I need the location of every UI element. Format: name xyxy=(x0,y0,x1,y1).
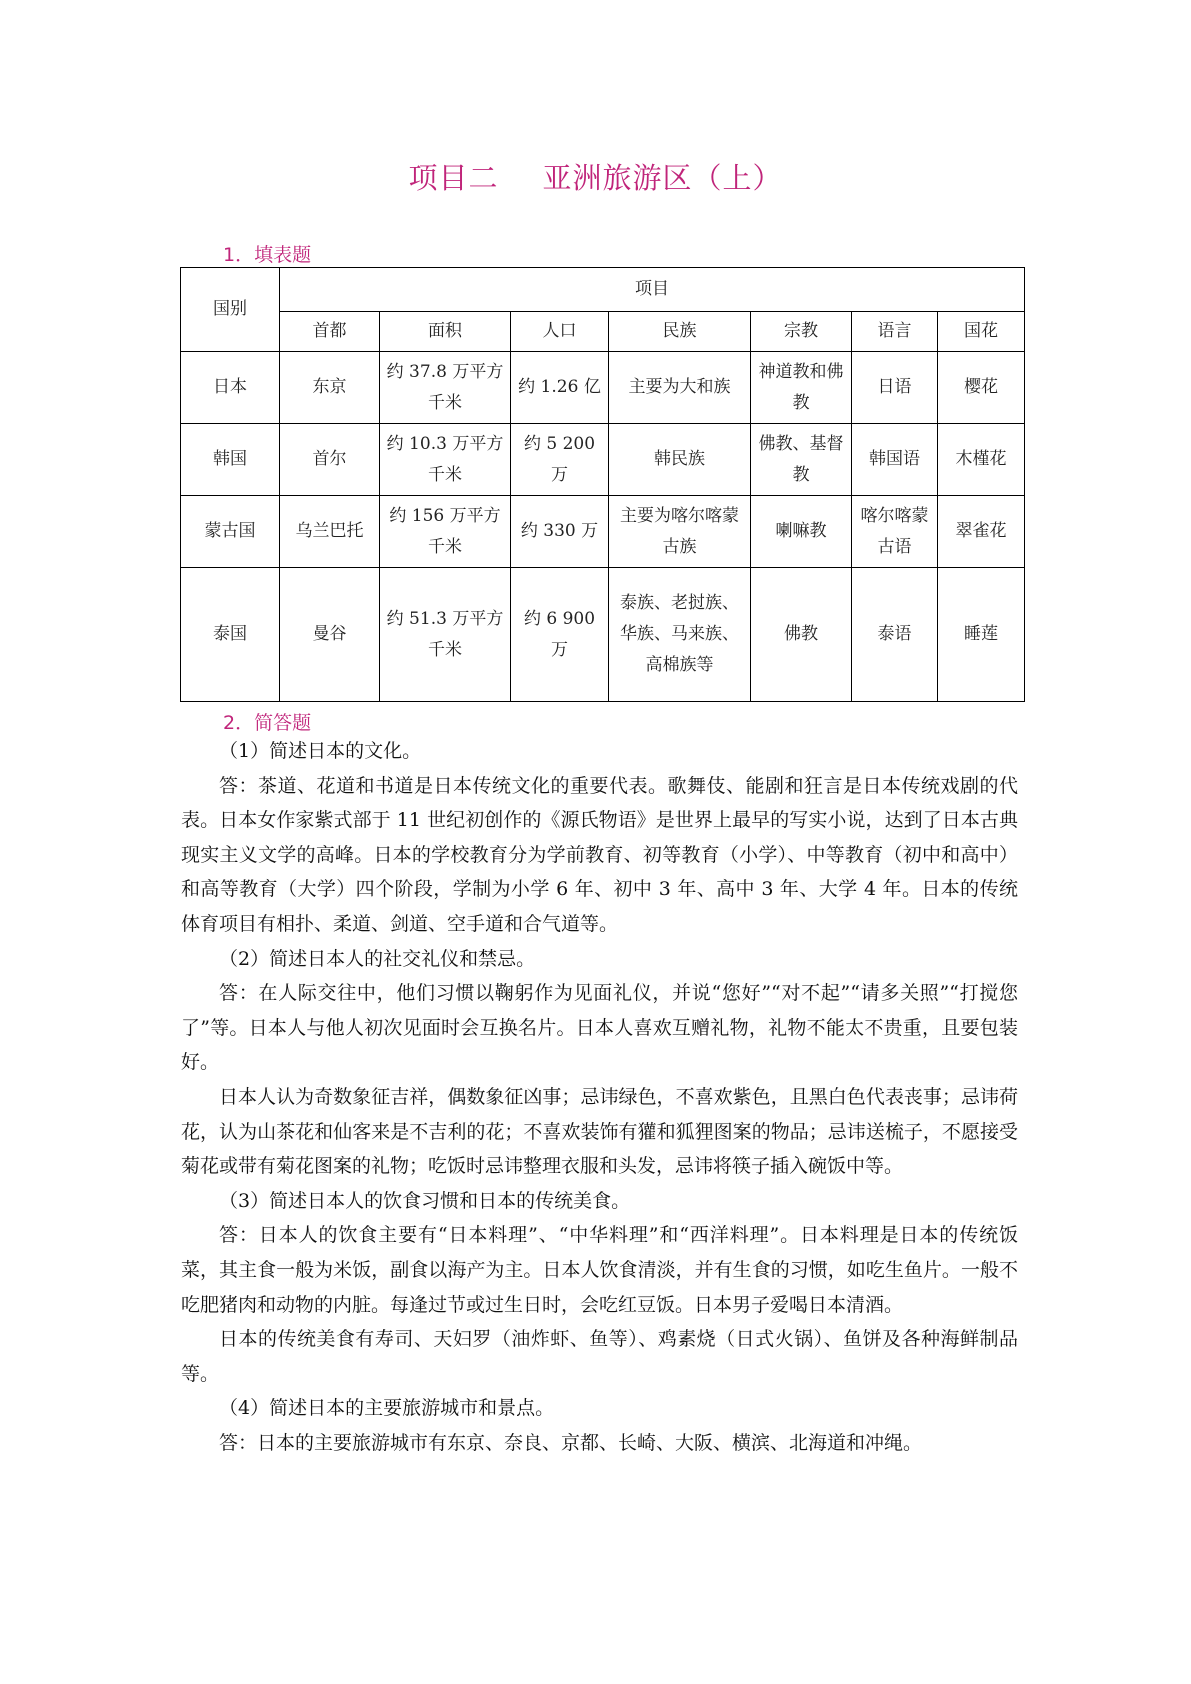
question-2: （2）简述日本人的社交礼仪和禁忌。 xyxy=(219,947,536,970)
short-answer-body xyxy=(181,734,1018,1460)
table-cell: 曼谷 xyxy=(280,568,380,702)
table-cell: 东京 xyxy=(280,352,380,424)
column-header: 语言 xyxy=(852,312,938,352)
table-cell: 樱花 xyxy=(938,352,1025,424)
column-header: 首都 xyxy=(280,312,380,352)
table-cell: 日语 xyxy=(852,352,938,424)
answer-4: 答：日本的主要旅游城市有东京、奈良、京都、长崎、大阪、横滨、北海道和冲绳。 xyxy=(219,1431,923,1454)
table-cell: 主要为喀尔喀蒙古族 xyxy=(609,496,751,568)
answer-2-paragraph-1: 答：在人际交往中，他们习惯以鞠躬作为见面礼仪，并说“您好”“对不起”“请多关照”“打搅您了”等。日本人与他人初次见面时会互换名片。日本人喜欢互赠礼物，礼物不能太不贵重，且要包装好。 xyxy=(181,982,1018,1074)
question-3: （3）简述日本人的饮食习惯和日本的传统美食。 xyxy=(219,1189,631,1212)
table-row xyxy=(181,568,1025,702)
country-info-table xyxy=(180,267,1025,702)
country-cell: 韩国 xyxy=(181,424,280,496)
header-country: 国别 xyxy=(181,268,280,352)
table-cell: 约 37.8 万平方千米 xyxy=(380,352,511,424)
title-part-2: 亚洲旅游区（上） xyxy=(542,161,783,195)
table-cell: 喇嘛教 xyxy=(751,496,852,568)
table-cell: 首尔 xyxy=(280,424,380,496)
table-cell: 睡莲 xyxy=(938,568,1025,702)
table-cell: 约 330 万 xyxy=(511,496,609,568)
table-cell: 喀尔喀蒙古语 xyxy=(852,496,938,568)
header-group: 项目 xyxy=(280,268,1025,312)
question-4: （4）简述日本的主要旅游城市和景点。 xyxy=(219,1397,555,1420)
table-cell: 佛教、基督教 xyxy=(751,424,852,496)
answer-2-paragraph-2: 日本人认为奇数象征吉祥，偶数象征凶事；忌讳绿色，不喜欢紫色，且黑白色代表丧事；忌讳荷花，认为山茶花和仙客来是不吉利的花；不喜欢装饰有獾和狐狸图案的物品；忌讳送梳子，不愿接受菊花或带有菊花图案的礼物；吃饭时忌讳整理衣服和头发，忌讳将筷子插入碗饭中等。 xyxy=(181,1085,1018,1178)
table-cell: 约 156 万平方千米 xyxy=(380,496,511,568)
column-header: 民族 xyxy=(609,312,751,352)
table-cell: 翠雀花 xyxy=(938,496,1025,568)
table-cell: 泰语 xyxy=(852,568,938,702)
table-cell: 韩民族 xyxy=(609,424,751,496)
table-cell: 主要为大和族 xyxy=(609,352,751,424)
table-cell: 约 6 900 万 xyxy=(511,568,609,702)
column-header: 面积 xyxy=(380,312,511,352)
country-cell: 日本 xyxy=(181,352,280,424)
country-cell: 蒙古国 xyxy=(181,496,280,568)
table-row xyxy=(181,496,1025,568)
section-heading-fill-table: 1．填表题 xyxy=(223,244,312,266)
table-cell: 韩国语 xyxy=(852,424,938,496)
table-cell: 佛教 xyxy=(751,568,852,702)
table-row xyxy=(181,424,1025,496)
title-part-1: 项目二 xyxy=(408,161,499,195)
page-title xyxy=(0,156,1191,197)
table-row xyxy=(181,352,1025,424)
table-cell: 约 10.3 万平方千米 xyxy=(380,424,511,496)
table-cell: 泰族、老挝族、华族、马来族、高棉族等 xyxy=(609,568,751,702)
table-container xyxy=(180,267,1025,702)
country-cell: 泰国 xyxy=(181,568,280,702)
column-header: 人口 xyxy=(511,312,609,352)
table-cell: 约 5 200 万 xyxy=(511,424,609,496)
table-cell: 木槿花 xyxy=(938,424,1025,496)
column-header: 宗教 xyxy=(751,312,852,352)
table-cell: 神道教和佛教 xyxy=(751,352,852,424)
column-header: 国花 xyxy=(938,312,1025,352)
question-1: （1）简述日本的文化。 xyxy=(219,740,422,762)
answer-1: 答：茶道、花道和书道是日本传统文化的重要代表。歌舞伎、能剧和狂言是日本传统戏剧的代表。日本女作家紫式部于 11 世纪初创作的《源氏物语》是世界上最早的写实小说，达到了日本古典现实主义文学的高峰。日本的学校教育分为学前教育、初等教育（小学）、中等教育（初中和高中）和高等教育（大学）四个阶段，学制为小学 6 年、初中 3 年、高中 3 年、大学 4 年。日本的传统体育项目有相扑、柔道、剑道、空手道和合气道等。 xyxy=(181,774,1018,935)
table-cell: 约 51.3 万平方千米 xyxy=(380,568,511,702)
answer-3-paragraph-2: 日本的传统美食有寿司、天妇罗（油炸虾、鱼等）、鸡素烧（日式火锅）、鱼饼及各种海鲜制品等。 xyxy=(181,1328,1018,1385)
table-cell: 乌兰巴托 xyxy=(280,496,380,568)
section-heading-short-answer: 2．简答题 xyxy=(223,712,312,734)
answer-3-paragraph-1: 答：日本人的饮食主要有“日本料理”、“中华料理”和“西洋料理”。日本料理是日本的传统饭菜，其主食一般为米饭，副食以海产为主。日本人饮食清淡，并有生食的习惯，如吃生鱼片。一般不吃肥猪肉和动物的内脏。每逢过节或过生日时，会吃红豆饭。日本男子爱喝日本清酒。 xyxy=(181,1224,1018,1316)
table-cell: 约 1.26 亿 xyxy=(511,352,609,424)
